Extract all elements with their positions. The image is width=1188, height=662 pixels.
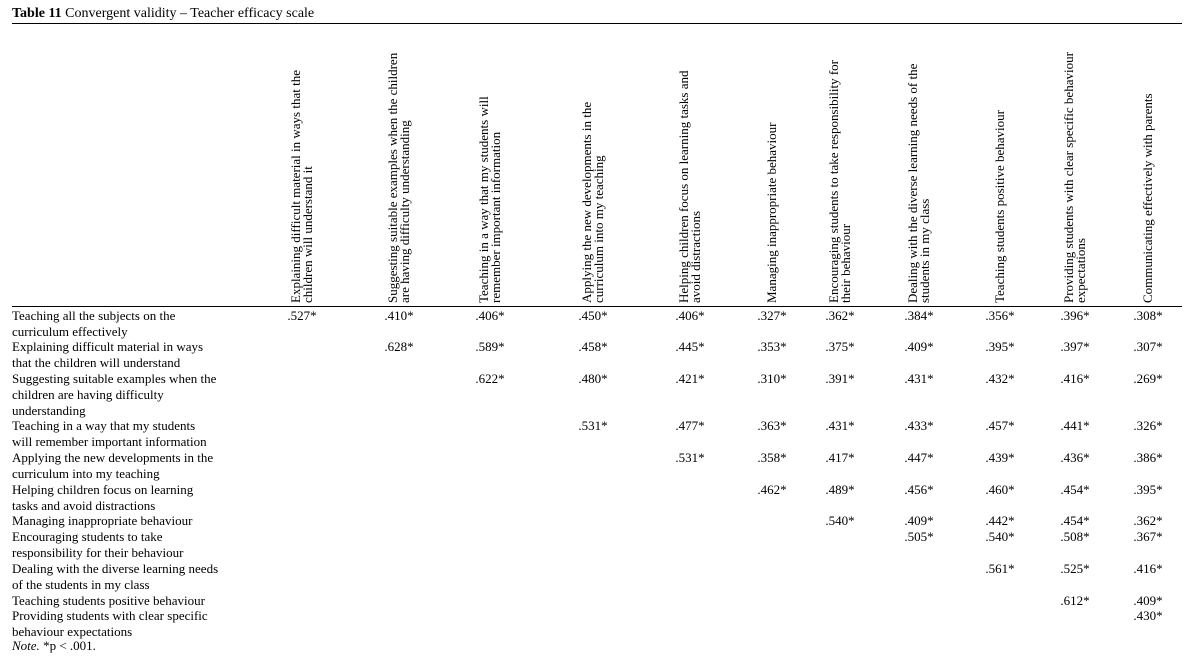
correlation-cell: .363* <box>757 418 787 433</box>
correlation-cell: .396* <box>1060 308 1090 323</box>
note-label: Note. <box>12 638 40 653</box>
row-label <box>12 418 252 450</box>
correlation-cell: .477* <box>675 418 705 433</box>
correlation-cell: .457* <box>985 418 1015 433</box>
row-label-line: that the children will understand <box>12 355 181 370</box>
row-label <box>12 482 252 514</box>
correlation-cell: .454* <box>1060 513 1090 528</box>
column-header-label <box>907 64 931 303</box>
correlation-cell: .417* <box>825 450 855 465</box>
column-header-line: Providing students with clear specific behaviour <box>1061 52 1076 303</box>
row-label <box>12 529 252 561</box>
correlation-cell: .307* <box>1133 339 1163 354</box>
row-label-line: Suggesting suitable examples when the <box>12 371 217 386</box>
correlation-cell: .327* <box>757 308 787 323</box>
correlation-cell: .386* <box>1133 450 1163 465</box>
correlation-cell: .508* <box>1060 529 1090 544</box>
row-label <box>12 593 252 609</box>
column-header-line: children will understand it <box>300 166 315 303</box>
column-header-line: Dealing with the diverse learning needs of the <box>905 63 920 303</box>
column-header-line: avoid distractions <box>688 210 703 303</box>
table-note <box>12 638 96 654</box>
top-rule <box>12 23 1182 24</box>
correlation-cell: .416* <box>1060 371 1090 386</box>
correlation-cell: .456* <box>904 482 934 497</box>
column-header-line: expectations <box>1073 238 1088 303</box>
row-label-line: behaviour expectations <box>12 624 133 639</box>
correlation-cell: .397* <box>1060 339 1090 354</box>
correlation-cell: .269* <box>1133 371 1163 386</box>
correlation-cell: .442* <box>985 513 1015 528</box>
column-header-line: are having difficulty understanding <box>397 120 412 303</box>
column-header-line: Applying the new developments in the <box>579 101 594 303</box>
table-title: Convergent validity – Teacher efficacy scale <box>65 6 315 21</box>
column-header-line: Teaching in a way that my students will <box>476 96 491 303</box>
column-header-label <box>290 70 314 303</box>
correlation-cell: .460* <box>985 482 1015 497</box>
column-header-label <box>581 102 605 303</box>
row-label-line: tasks and avoid distractions <box>12 498 156 513</box>
row-label-line: children are having difficulty <box>12 387 164 402</box>
row-label-line: Teaching in a way that my students <box>12 418 196 433</box>
row-label <box>12 561 252 593</box>
column-header-line: Suggesting suitable examples when the children <box>385 52 400 303</box>
row-label-line: Applying the new developments in the <box>12 450 214 465</box>
row-label-line: responsibility for their behaviour <box>12 545 184 560</box>
row-label <box>12 450 252 482</box>
correlation-cell: .310* <box>757 371 787 386</box>
correlation-cell: .531* <box>578 418 608 433</box>
column-header-label <box>994 110 1006 303</box>
correlation-cell: .445* <box>675 339 705 354</box>
correlation-cell: .421* <box>675 371 705 386</box>
row-label-line: Providing students with clear specific <box>12 608 208 623</box>
column-header-line: curriculum into my teaching <box>591 155 606 303</box>
correlation-cell: .409* <box>904 513 934 528</box>
row-label-line: Encouraging students to take <box>12 529 163 544</box>
correlation-cell: .384* <box>904 308 934 323</box>
column-header-line: Encouraging students to take responsibility for <box>826 60 841 303</box>
note-text: *p < .001. <box>43 638 96 653</box>
column-header-line: their behaviour <box>838 223 853 303</box>
column-header-line: Managing inappropriate behaviour <box>764 122 779 303</box>
row-label <box>12 608 252 640</box>
column-header-label <box>1142 93 1154 303</box>
correlation-cell: .353* <box>757 339 787 354</box>
correlation-cell: .540* <box>825 513 855 528</box>
correlation-cell: .480* <box>578 371 608 386</box>
row-label <box>12 308 252 340</box>
column-header-label <box>387 53 411 303</box>
column-header-label <box>1063 52 1087 303</box>
row-label-line: Explaining difficult material in ways <box>12 339 204 354</box>
column-header-label <box>678 71 702 304</box>
correlation-cell: .489* <box>825 482 855 497</box>
correlation-cell: .540* <box>985 529 1015 544</box>
correlation-cell: .362* <box>1133 513 1163 528</box>
correlation-cell: .410* <box>384 308 414 323</box>
correlation-cell: .375* <box>825 339 855 354</box>
correlation-cell: .462* <box>757 482 787 497</box>
correlation-cell: .612* <box>1060 593 1090 608</box>
correlation-cell: .432* <box>985 371 1015 386</box>
correlation-cell: .450* <box>578 308 608 323</box>
correlation-cell: .436* <box>1060 450 1090 465</box>
correlation-cell: .356* <box>985 308 1015 323</box>
correlation-cell: .409* <box>904 339 934 354</box>
column-header-line: Communicating effectively with parents <box>1140 93 1155 303</box>
row-label-line: Helping children focus on learning <box>12 482 194 497</box>
correlation-cell: .409* <box>1133 593 1163 608</box>
correlation-cell: .447* <box>904 450 934 465</box>
row-label-line: will remember important information <box>12 434 207 449</box>
correlation-cell: .416* <box>1133 561 1163 576</box>
row-label-line: Teaching all the subjects on the <box>12 308 176 323</box>
column-header-line: students in my class <box>917 198 932 303</box>
correlation-cell: .458* <box>578 339 608 354</box>
correlation-cell: .326* <box>1133 418 1163 433</box>
correlation-cell: .406* <box>675 308 705 323</box>
column-header-label <box>828 60 852 303</box>
correlation-cell: .505* <box>904 529 934 544</box>
correlation-cell: .395* <box>1133 482 1163 497</box>
correlation-cell: .531* <box>675 450 705 465</box>
correlation-cell: .362* <box>825 308 855 323</box>
row-label-line: Teaching students positive behaviour <box>12 593 205 608</box>
column-header-line: Helping children focus on learning tasks and <box>676 70 691 303</box>
correlation-cell: .431* <box>904 371 934 386</box>
row-label <box>12 513 252 529</box>
correlation-cell: .561* <box>985 561 1015 576</box>
table-caption <box>12 6 314 22</box>
correlation-cell: .430* <box>1133 608 1163 623</box>
correlation-cell: .527* <box>287 308 317 323</box>
correlation-cell: .391* <box>825 371 855 386</box>
row-label-line: Dealing with the diverse learning needs <box>12 561 219 576</box>
column-header-line: Explaining difficult material in ways that the <box>288 70 303 303</box>
row-label-line: Managing inappropriate behaviour <box>12 513 193 528</box>
correlation-cell: .433* <box>904 418 934 433</box>
row-label-line: understanding <box>12 403 86 418</box>
correlation-cell: .406* <box>475 308 505 323</box>
correlation-cell: .441* <box>1060 418 1090 433</box>
row-label-line: of the students in my class <box>12 577 150 592</box>
header-rule <box>12 306 1182 307</box>
correlation-cell: .622* <box>475 371 505 386</box>
correlation-cell: .439* <box>985 450 1015 465</box>
correlation-cell: .395* <box>985 339 1015 354</box>
correlation-cell: .431* <box>825 418 855 433</box>
column-header-label <box>478 96 502 303</box>
row-label <box>12 339 252 371</box>
correlation-cell: .589* <box>475 339 505 354</box>
column-header-line: Teaching students positive behaviour <box>992 110 1007 303</box>
correlation-cell: .628* <box>384 339 414 354</box>
correlation-cell: .358* <box>757 450 787 465</box>
row-label <box>12 371 252 419</box>
column-header-label <box>766 123 778 304</box>
correlation-cell: .454* <box>1060 482 1090 497</box>
correlation-cell: .308* <box>1133 308 1163 323</box>
correlation-cell: .367* <box>1133 529 1163 544</box>
table-number: Table 11 <box>12 6 62 21</box>
row-label-line: curriculum effectively <box>12 324 128 339</box>
row-label-line: curriculum into my teaching <box>12 466 160 481</box>
column-header-line: remember important information <box>488 131 503 303</box>
correlation-cell: .525* <box>1060 561 1090 576</box>
